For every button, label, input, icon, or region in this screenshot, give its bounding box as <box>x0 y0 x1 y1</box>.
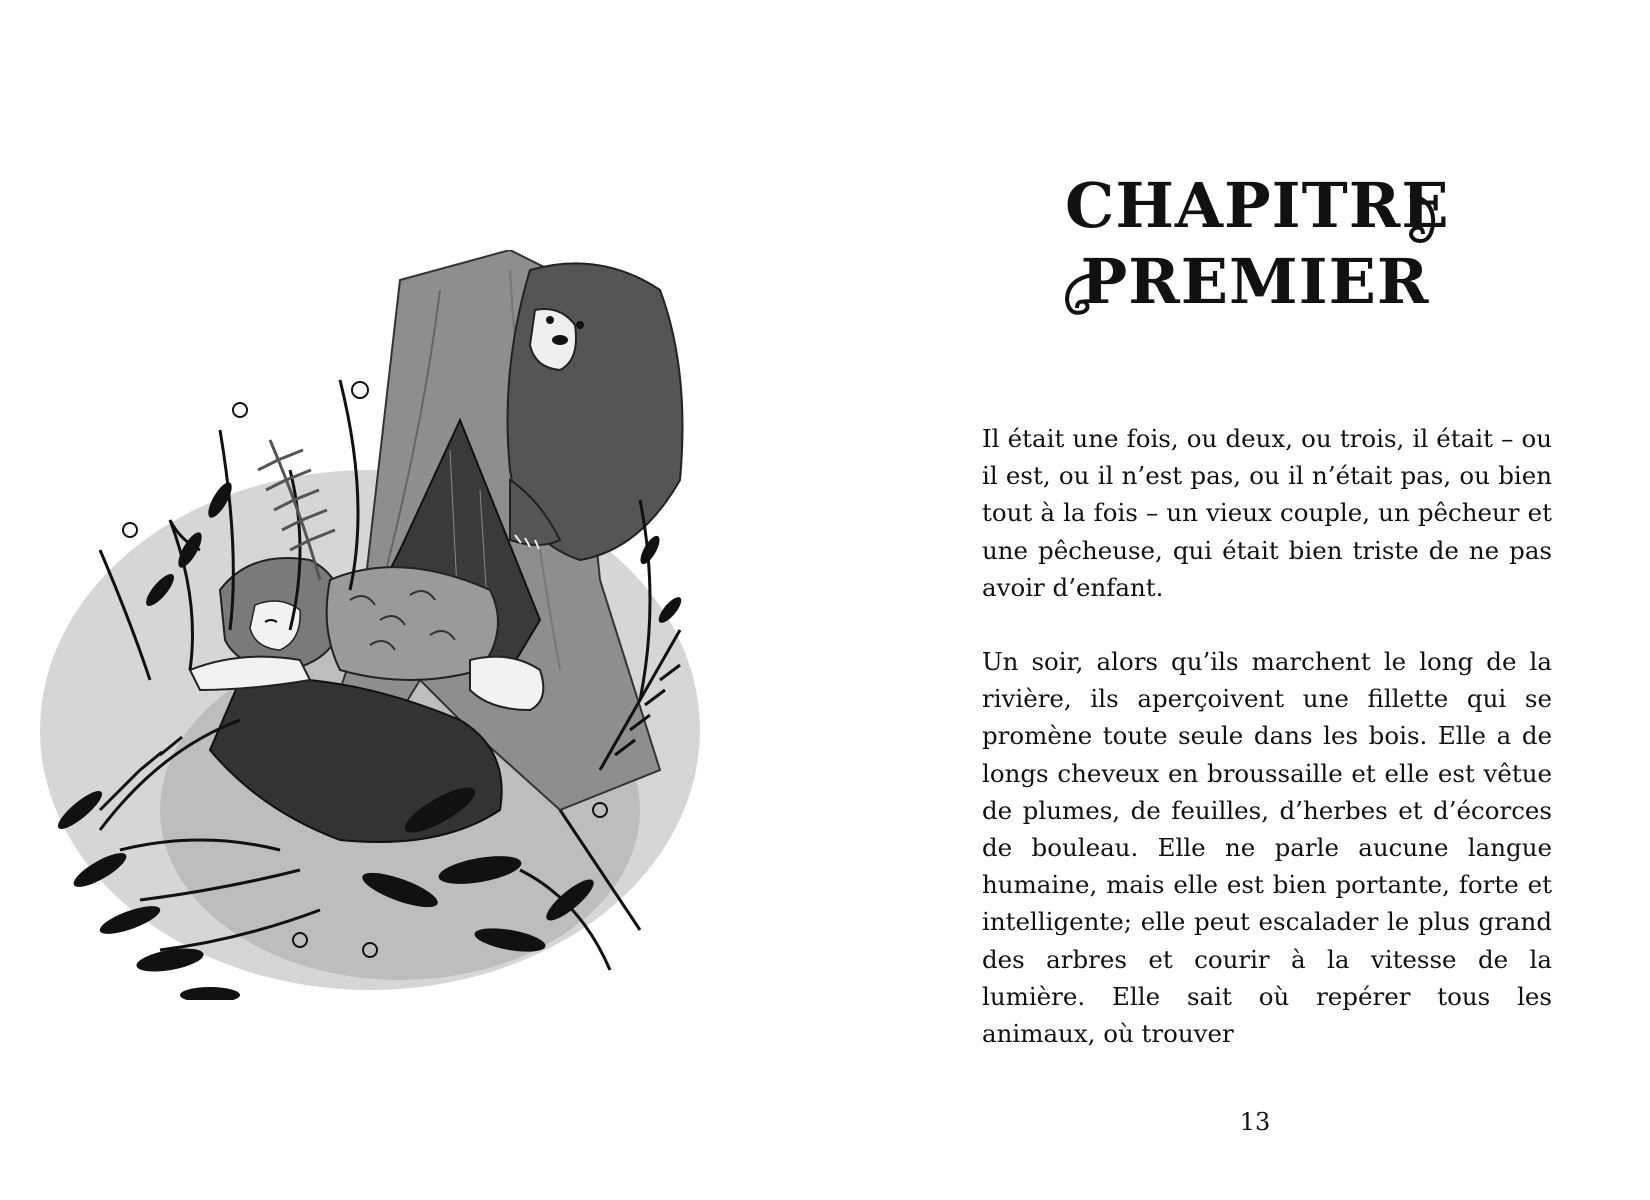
right-page <box>825 0 1650 1200</box>
title-swirl-left <box>1057 270 1097 320</box>
chapter-title-line2: PREMIER <box>1080 245 1430 318</box>
title-swirl-right <box>1405 190 1445 250</box>
chapter-title <box>1065 168 1450 320</box>
chapter-body-text <box>982 420 1552 1052</box>
bear <box>508 263 683 560</box>
paragraph-2: Un soir, alors qu’ils marchent le long de la rivière, ils aperçoivent une fillette qui se promène toute seule dans les bois. Elle a de longs cheveux en broussaille et elle est vêtue de plumes, de feuilles, d’herbes et d’écorces de bouleau. Elle ne parle aucune langue humaine, mais elle est bien portante, forte et intelligente; elle peut escalader le plus grand des arbres et courir à la vitesse de la lumière. Elle sait où repérer tous les animaux, où trouver <box>982 647 1552 1049</box>
illustration-girl-sleeping-with-bear <box>40 250 730 1000</box>
chapter-title-line1: CHAPITRE <box>1065 169 1450 242</box>
paragraph-1: Il était une fois, ou deux, ou trois, il était – ou il est, ou il n’est pas, ou il n’était pas, ou bien tout à la fois – un vieux couple, un pêcheur et une pêcheuse, qui était bien triste de ne pas avoir d’enfant. <box>982 424 1552 602</box>
page-number: 13 <box>1239 1108 1271 1136</box>
